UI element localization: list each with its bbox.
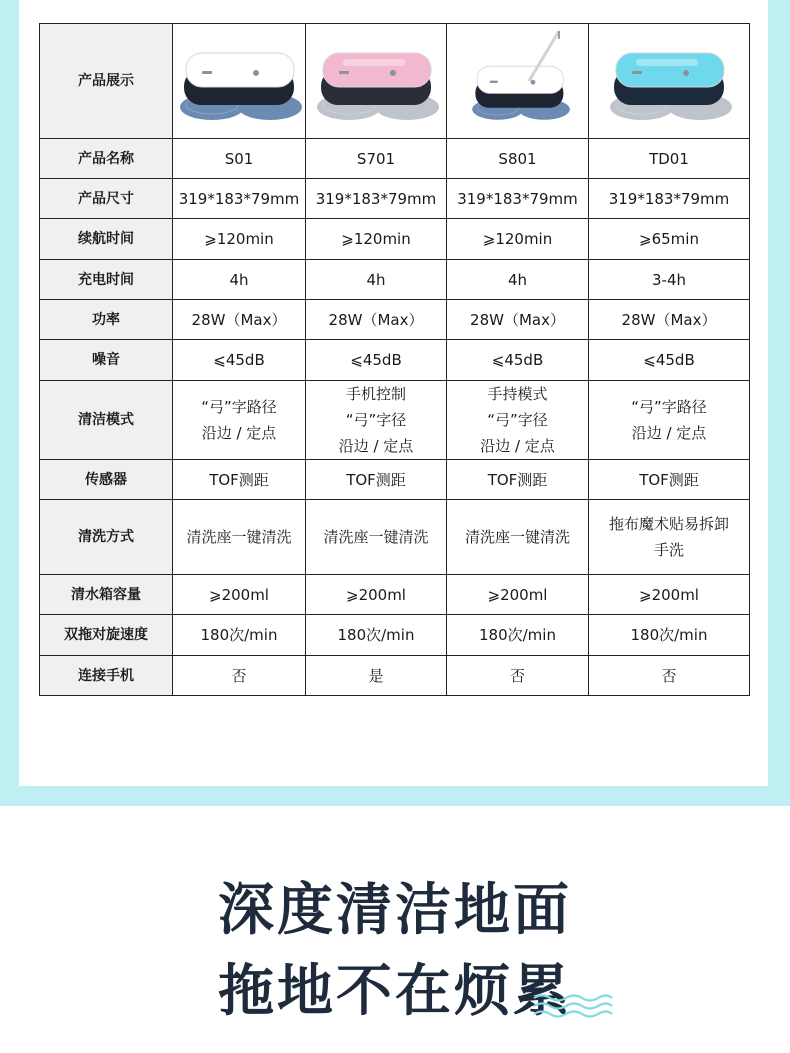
cell-text: 4h bbox=[229, 270, 249, 289]
table-cell bbox=[589, 656, 750, 696]
cell-text: 319*183*79mm bbox=[178, 189, 300, 208]
table-cell bbox=[447, 179, 589, 219]
table-row bbox=[40, 139, 750, 179]
table-row bbox=[40, 260, 750, 300]
cell-text: “弓”字径 bbox=[345, 411, 407, 429]
table-cell bbox=[173, 340, 306, 381]
robot-mop-image bbox=[313, 29, 439, 134]
table-cell bbox=[447, 340, 589, 381]
cell-text: ⩽45dB bbox=[643, 351, 695, 369]
product-image-cell bbox=[306, 24, 447, 139]
product-image-cell bbox=[589, 24, 750, 139]
table-row bbox=[40, 219, 750, 260]
cell-text: 180次/min bbox=[200, 626, 278, 644]
cell-text: 清洗座一键清洗 bbox=[464, 528, 570, 546]
table-cell bbox=[447, 500, 589, 575]
cell-text: 沿边 / 定点 bbox=[201, 424, 277, 442]
cell-text: 180次/min bbox=[630, 626, 708, 644]
cell-text: 28W（Max） bbox=[470, 310, 565, 329]
cell-text: 清洗座一键清洗 bbox=[186, 528, 292, 546]
table-cell bbox=[447, 219, 589, 260]
table-cell bbox=[173, 460, 306, 500]
cell-text: 28W（Max） bbox=[191, 310, 287, 329]
table-cell bbox=[447, 381, 589, 460]
table-cell bbox=[306, 656, 447, 696]
table-cell bbox=[173, 300, 306, 340]
cell-text: TD01 bbox=[649, 149, 689, 168]
table-cell bbox=[173, 219, 306, 260]
table-cell bbox=[306, 460, 447, 500]
cell-text: 319*183*79mm bbox=[457, 189, 578, 208]
row-label: 充电时间 bbox=[40, 260, 173, 300]
table-cell bbox=[306, 179, 447, 219]
product-image-cell bbox=[447, 24, 589, 139]
cell-text: TOF测距 bbox=[209, 470, 269, 489]
table-cell bbox=[306, 615, 447, 656]
cell-text: 4h bbox=[366, 270, 386, 289]
cell-text: ⩽45dB bbox=[350, 351, 402, 369]
table-row bbox=[40, 656, 750, 696]
table-cell bbox=[306, 260, 447, 300]
cell-text: 沿边 / 定点 bbox=[631, 424, 707, 442]
row-label: 功率 bbox=[40, 300, 173, 340]
table-cell bbox=[589, 300, 750, 340]
table-cell bbox=[447, 460, 589, 500]
table-cell bbox=[306, 575, 447, 615]
table-cell bbox=[447, 615, 589, 656]
table-row-product-images bbox=[40, 24, 750, 139]
table-row bbox=[40, 340, 750, 381]
table-cell bbox=[306, 300, 447, 340]
table-cell bbox=[447, 300, 589, 340]
table-row bbox=[40, 179, 750, 219]
cell-text: ⩾65min bbox=[639, 230, 699, 248]
table-cell bbox=[306, 381, 447, 460]
table-cell bbox=[589, 500, 750, 575]
cell-text: 否 bbox=[509, 666, 525, 685]
table-row bbox=[40, 500, 750, 575]
cell-text: 手持模式 bbox=[487, 385, 548, 403]
cell-text: “弓”字路径 bbox=[201, 398, 277, 416]
cell-text: ⩾200ml bbox=[209, 585, 269, 604]
table-cell bbox=[589, 381, 750, 460]
headline-line-1: 深度清洁地面 bbox=[218, 878, 572, 943]
robot-mop-image bbox=[176, 29, 302, 134]
row-label: 连接手机 bbox=[40, 656, 173, 696]
cell-text: S801 bbox=[498, 149, 537, 168]
wave-decoration-icon bbox=[532, 993, 614, 1019]
cell-text: ⩾120min bbox=[482, 230, 553, 248]
table-row bbox=[40, 460, 750, 500]
table-row bbox=[40, 381, 750, 460]
table-row bbox=[40, 575, 750, 615]
cell-text: ⩾200ml bbox=[346, 585, 406, 604]
table-cell bbox=[173, 500, 306, 575]
row-label: 双拖对旋速度 bbox=[40, 615, 173, 656]
table-cell bbox=[589, 575, 750, 615]
table-cell bbox=[589, 139, 750, 179]
cell-text: 沿边 / 定点 bbox=[480, 437, 555, 455]
table-cell bbox=[447, 139, 589, 179]
cell-text: 28W（Max） bbox=[621, 310, 717, 329]
cell-text: ⩽45dB bbox=[491, 351, 544, 369]
cell-text: 319*183*79mm bbox=[315, 189, 437, 208]
table-cell bbox=[306, 219, 447, 260]
cell-text: 180次/min bbox=[337, 626, 415, 644]
row-label: 噪音 bbox=[40, 340, 173, 381]
robot-mop-image bbox=[455, 29, 581, 134]
table-cell bbox=[447, 575, 589, 615]
headline-line-2: 拖地不在烦累 bbox=[218, 959, 572, 1024]
table-cell bbox=[173, 139, 306, 179]
product-comparison-table bbox=[39, 23, 750, 696]
row-label: 产品展示 bbox=[40, 24, 173, 139]
cell-text: 是 bbox=[368, 666, 384, 685]
cell-text: 4h bbox=[507, 270, 528, 289]
cell-text: 319*183*79mm bbox=[608, 189, 730, 208]
table-cell bbox=[589, 260, 750, 300]
row-label: 续航时间 bbox=[40, 219, 173, 260]
cell-text: TOF测距 bbox=[639, 470, 699, 489]
table-cell bbox=[173, 179, 306, 219]
robot-mop-image bbox=[606, 29, 732, 134]
row-label: 传感器 bbox=[40, 460, 173, 500]
row-label: 清水箱容量 bbox=[40, 575, 173, 615]
row-label: 清洗方式 bbox=[40, 500, 173, 575]
cell-text: 180次/min bbox=[479, 626, 556, 644]
cell-text: 手洗 bbox=[653, 541, 684, 559]
table-cell bbox=[589, 219, 750, 260]
cell-text: “弓”字径 bbox=[487, 411, 548, 429]
cell-text: TOF测距 bbox=[487, 470, 548, 489]
cell-text: 手机控制 bbox=[345, 385, 406, 403]
cell-text: ⩽45dB bbox=[213, 351, 265, 369]
table-cell bbox=[173, 575, 306, 615]
row-label: 清洁模式 bbox=[40, 381, 173, 460]
table-cell bbox=[589, 615, 750, 656]
cell-text: ⩾120min bbox=[204, 230, 274, 248]
table-cell bbox=[306, 500, 447, 575]
table-cell bbox=[173, 615, 306, 656]
table-cell bbox=[173, 381, 306, 460]
cell-text: 沿边 / 定点 bbox=[338, 437, 414, 455]
cell-text: 否 bbox=[661, 666, 677, 685]
table-cell bbox=[589, 460, 750, 500]
table-cell bbox=[173, 260, 306, 300]
table-cell bbox=[589, 340, 750, 381]
cell-text: S701 bbox=[356, 149, 396, 168]
row-label: 产品名称 bbox=[40, 139, 173, 179]
product-image-cell bbox=[173, 24, 306, 139]
table-row bbox=[40, 615, 750, 656]
table-row bbox=[40, 300, 750, 340]
cell-text: TOF测距 bbox=[346, 470, 406, 489]
row-label: 产品尺寸 bbox=[40, 179, 173, 219]
table-cell bbox=[306, 139, 447, 179]
table-cell bbox=[173, 656, 306, 696]
cell-text: ⩾120min bbox=[341, 230, 411, 248]
cell-text: 3-4h bbox=[651, 270, 686, 289]
table-cell bbox=[447, 260, 589, 300]
cell-text: ⩾200ml bbox=[487, 585, 548, 604]
table-cell bbox=[447, 656, 589, 696]
cell-text: ⩾200ml bbox=[639, 585, 699, 604]
table-cell bbox=[589, 179, 750, 219]
cell-text: 清洗座一键清洗 bbox=[323, 528, 429, 546]
table-cell bbox=[306, 340, 447, 381]
cell-text: 否 bbox=[231, 666, 247, 685]
cell-text: 拖布魔术贴易拆卸 bbox=[608, 515, 729, 533]
cell-text: 28W（Max） bbox=[328, 310, 424, 329]
cell-text: “弓”字路径 bbox=[631, 398, 707, 416]
cell-text: S01 bbox=[224, 149, 254, 168]
